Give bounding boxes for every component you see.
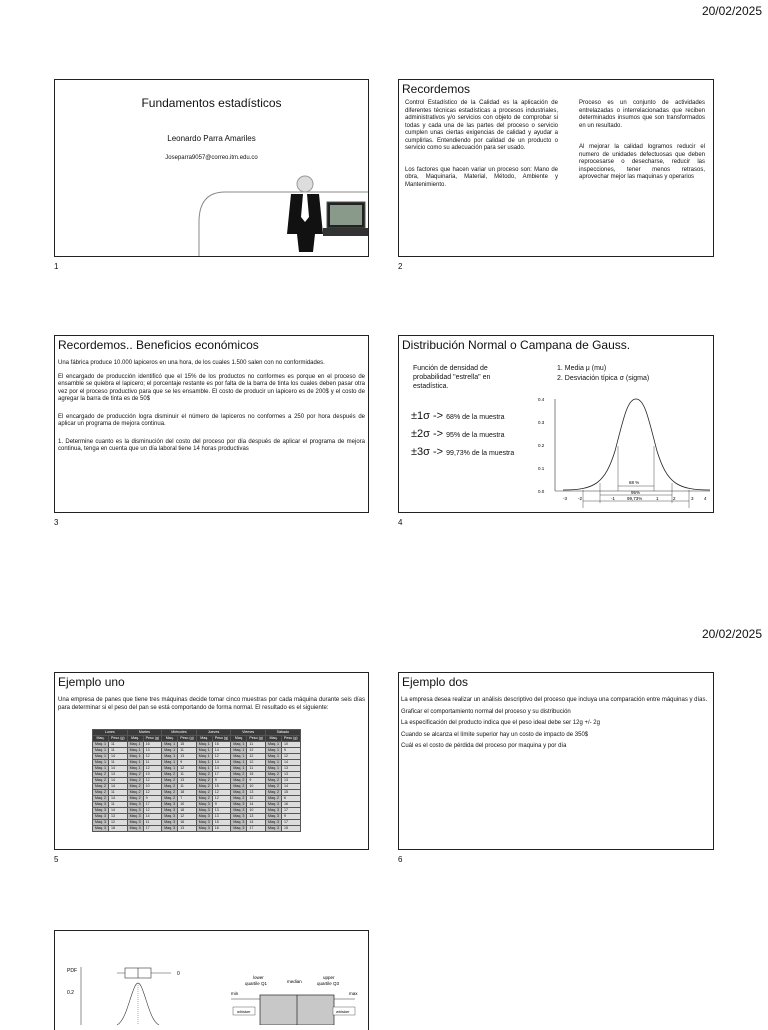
weight-cell: 16: [143, 742, 162, 748]
weight-cell: 17: [281, 808, 300, 814]
slide-number-4: 4: [398, 518, 403, 527]
band-label: 99,73%: [627, 496, 643, 501]
weight-cell: 12: [143, 808, 162, 814]
machine-cell: Maq. 1: [93, 742, 109, 748]
machine-cell: Maq. 2: [196, 778, 212, 784]
machine-cell: Maq. 3: [231, 814, 247, 820]
slide-title: Fundamentos estadísticos: [141, 96, 282, 110]
weight-cell: 13: [247, 790, 266, 796]
paragraph: Proceso es un conjunto de actividades entrelazadas o interrelacionadas que reciben determinados insumos que son transformados en un resultado.: [579, 100, 705, 129]
column-subheader: Peso (g): [281, 736, 300, 742]
weight-cell: 11: [109, 748, 128, 754]
slide-3: [54, 335, 369, 513]
paragraph: El encargado de producción logra disminuir el número de lapiceros no conformes a 250 por hora después de aplicar un programa de mejora continua.: [58, 413, 365, 427]
weight-cell: 13: [109, 814, 128, 820]
column-subheader: Maq.: [231, 736, 247, 742]
weight-cell: 18: [178, 808, 197, 814]
column-subheader: Peso (g): [247, 736, 266, 742]
slide-1: [54, 79, 369, 257]
weight-cell: 14: [143, 814, 162, 820]
upper-label: upper: [323, 975, 335, 980]
weight-cell: 12: [247, 796, 266, 802]
weight-cell: 14: [212, 760, 231, 766]
machine-cell: Maq. 3: [196, 826, 212, 832]
q1-label: quartile Q1: [245, 981, 268, 986]
weight-cell: 15: [281, 790, 300, 796]
weight-cell: 7: [178, 796, 197, 802]
whisker-right-label: whisker: [336, 1009, 350, 1014]
weight-cell: 11: [143, 820, 162, 826]
machine-cell: Maq. 1: [231, 760, 247, 766]
weight-cell: 18: [178, 790, 197, 796]
weight-cell: 14: [247, 802, 266, 808]
box-zero-label: 0: [177, 971, 180, 977]
weight-cell: 11: [143, 760, 162, 766]
table-row: [93, 826, 301, 832]
pdf-label: PDF: [67, 968, 77, 974]
paragraph: La especificación del producto indica que el peso ideal debe ser 12g +/- 2g: [401, 720, 600, 726]
machine-cell: Maq. 2: [162, 796, 178, 802]
machine-cell: Maq. 2: [231, 790, 247, 796]
slide-body: [58, 360, 365, 460]
machine-cell: Maq. 1: [231, 754, 247, 760]
weight-cell: 14: [212, 766, 231, 772]
sigma-rule: ±2σ -> 95% de la muestra: [411, 428, 505, 440]
weight-cell: 11: [109, 760, 128, 766]
machine-cell: Maq. 2: [265, 772, 281, 778]
machine-cell: Maq. 1: [93, 748, 109, 754]
boxplot-figure: [55, 931, 369, 1025]
machine-cell: Maq. 1: [93, 754, 109, 760]
machine-cell: Maq. 2: [93, 778, 109, 784]
slide-title: Recordemos: [402, 82, 471, 96]
weight-cell: 17: [247, 826, 266, 832]
column-subheader: Peso (g): [178, 736, 197, 742]
density-description: Función de densidad de probabilidad "estrella" en estadística.: [413, 365, 491, 391]
machine-cell: Maq. 3: [196, 814, 212, 820]
weight-cell: 12: [247, 760, 266, 766]
slide-number-5: 5: [54, 855, 59, 864]
weight-cell: 9: [212, 778, 231, 784]
weight-cell: 11: [178, 748, 197, 754]
slide-number-2: 2: [398, 262, 403, 271]
weight-cell: 16: [281, 802, 300, 808]
weight-cell: 6: [281, 796, 300, 802]
businessman-laptop-illustration: [195, 172, 369, 257]
machine-cell: Maq. 2: [196, 796, 212, 802]
machine-cell: Maq. 1: [265, 760, 281, 766]
weight-cell: 12: [178, 814, 197, 820]
machine-cell: Maq. 1: [162, 766, 178, 772]
x-tick: -3: [563, 496, 568, 501]
column-subheader: Maq.: [196, 736, 212, 742]
machine-cell: Maq. 2: [265, 796, 281, 802]
left-column: [405, 100, 558, 195]
machine-cell: Maq. 1: [93, 766, 109, 772]
machine-cell: Maq. 2: [93, 784, 109, 790]
machine-cell: Maq. 2: [127, 772, 143, 778]
max-label: max: [349, 991, 358, 996]
machine-cell: Maq. 3: [231, 820, 247, 826]
weight-cell: 18: [109, 826, 128, 832]
day-header: Miércoles: [162, 730, 197, 736]
weight-cell: 14: [212, 748, 231, 754]
machine-cell: Maq. 1: [265, 766, 281, 772]
page-date-top: 20/02/2025: [701, 4, 762, 18]
weight-cell: 12: [212, 796, 231, 802]
machine-cell: Maq. 3: [196, 802, 212, 808]
machine-cell: Maq. 2: [127, 784, 143, 790]
weight-cell: 11: [109, 790, 128, 796]
weight-cell: 12: [109, 820, 128, 826]
day-header: Lunes: [93, 730, 128, 736]
machine-cell: Maq. 2: [162, 778, 178, 784]
y-tick: 0.1: [538, 466, 545, 471]
machine-cell: Maq. 1: [196, 766, 212, 772]
paragraph: Control Estadístico de la Calidad es la aplicación de diferentes técnicas estadísticas a procesos industriales, administrativos y/o servicios con objeto de comprobar si todas y cada una de las partes del proceso o servicio cumplen unas ciertas exigencias de calidad y ayudar a cumplirlas. Entendiendo por calidad de un producto o servicio como su adecuación para ser usado.: [405, 100, 558, 151]
machine-cell: Maq. 3: [231, 802, 247, 808]
lower-label: lower: [253, 975, 264, 980]
machine-cell: Maq. 2: [93, 796, 109, 802]
x-tick: 1: [656, 496, 659, 501]
machine-cell: Maq. 3: [265, 808, 281, 814]
slide-number-6: 6: [398, 855, 403, 864]
machine-cell: Maq. 2: [231, 784, 247, 790]
machine-cell: Maq. 1: [231, 748, 247, 754]
paragraph: 1. Determine cuanto es la disminución del costo del proceso por día después de aplicar el programa de mejora continua, tenga en cuenta que un día laboral tiene 14 horas productivas: [58, 438, 365, 452]
weight-cell: 14: [109, 778, 128, 784]
x-tick: 4: [704, 496, 707, 501]
weight-cell: 9: [247, 778, 266, 784]
machine-cell: Maq. 1: [196, 760, 212, 766]
weight-cell: 14: [109, 808, 128, 814]
slide-title: Ejemplo uno: [58, 675, 125, 689]
weight-cell: 12: [143, 754, 162, 760]
column-subheader: Peso (g): [109, 736, 128, 742]
weight-cell: 16: [212, 742, 231, 748]
sigma-rule: ±1σ -> 68% de la muestra: [411, 410, 505, 422]
machine-cell: Maq. 1: [196, 742, 212, 748]
machine-cell: Maq. 1: [196, 748, 212, 754]
slide-5: [54, 672, 369, 850]
weight-cell: 13: [247, 814, 266, 820]
slide-2: [398, 79, 714, 257]
machine-cell: Maq. 3: [93, 826, 109, 832]
slide-body: [401, 697, 711, 755]
machine-cell: Maq. 3: [93, 808, 109, 814]
weight-cell: 15: [178, 742, 197, 748]
machine-cell: Maq. 1: [162, 748, 178, 754]
paragraph: Una fábrica produce 10.000 lapiceros en una hora, de los cuales 1.500 salen con no conformidades.: [58, 360, 325, 366]
machine-cell: Maq. 3: [127, 808, 143, 814]
machine-cell: Maq. 1: [127, 754, 143, 760]
weight-cell: 14: [281, 784, 300, 790]
day-header: Viernes: [231, 730, 266, 736]
machine-cell: Maq. 1: [196, 754, 212, 760]
mean-item: 1. Media μ (mu): [557, 365, 607, 372]
weight-cell: 12: [212, 790, 231, 796]
machine-cell: Maq. 1: [162, 742, 178, 748]
weight-cell: 14: [109, 766, 128, 772]
weight-cell: 12: [143, 766, 162, 772]
column-subheader: Peso (g): [212, 736, 231, 742]
weight-cell: 13: [281, 778, 300, 784]
weight-cell: 13: [109, 772, 128, 778]
weight-cell: 9: [178, 760, 197, 766]
weight-cell: 12: [143, 790, 162, 796]
y-tick: 0.2: [538, 443, 545, 448]
weight-cell: 10: [247, 808, 266, 814]
machine-cell: Maq. 1: [127, 748, 143, 754]
y-tick: 0.0: [538, 489, 545, 494]
column-subheader: Maq.: [265, 736, 281, 742]
y-label: 0.2: [67, 990, 74, 996]
machine-cell: Maq. 1: [162, 760, 178, 766]
page-date-middle: 20/02/2025: [701, 627, 762, 641]
weight-cell: 15: [281, 826, 300, 832]
paragraph: Al mejorar la calidad logramos reducir el numero de unidades defectuosas que deben reprocesarse o desecharse, reducir las inspecciones, tener menos retrasos, aprovechar mejor las maquinas y operarios: [579, 144, 705, 180]
machine-cell: Maq. 2: [231, 796, 247, 802]
q3-label: quartile Q3: [317, 981, 340, 986]
machine-cell: Maq. 2: [265, 778, 281, 784]
y-tick: 0.4: [538, 397, 545, 402]
std-item: 2. Desviación típica σ (sigma): [557, 374, 650, 382]
machine-cell: Maq. 3: [162, 802, 178, 808]
machine-cell: Maq. 1: [127, 766, 143, 772]
weight-cell: 13: [212, 814, 231, 820]
machine-cell: Maq. 2: [127, 796, 143, 802]
sigma-rules: [411, 408, 514, 462]
column-subheader: Maq.: [162, 736, 178, 742]
machine-cell: Maq. 2: [265, 784, 281, 790]
machine-cell: Maq. 2: [162, 772, 178, 778]
machine-cell: Maq. 3: [231, 826, 247, 832]
machine-cell: Maq. 2: [93, 772, 109, 778]
slide-number-3: 3: [54, 518, 59, 527]
weight-cell: 14: [281, 760, 300, 766]
machine-cell: Maq. 1: [265, 754, 281, 760]
machine-cell: Maq. 2: [196, 784, 212, 790]
day-header: Jueves: [196, 730, 231, 736]
machine-cell: Maq. 3: [196, 808, 212, 814]
machine-cell: Maq. 3: [162, 820, 178, 826]
normal-curve-chart: [535, 391, 713, 513]
machine-cell: Maq. 3: [127, 814, 143, 820]
machine-cell: Maq. 3: [93, 814, 109, 820]
day-header: Martes: [127, 730, 162, 736]
weight-cell: 19: [143, 772, 162, 778]
machine-cell: Maq. 3: [265, 820, 281, 826]
weight-cell: 12: [143, 778, 162, 784]
author-name: Leonardo Parra Amariles: [167, 134, 256, 143]
machine-cell: Maq. 1: [231, 742, 247, 748]
author-email: Joseparra9057@correo.itm.edu.co: [165, 155, 258, 161]
weight-cell: 17: [143, 802, 162, 808]
machine-cell: Maq. 3: [162, 814, 178, 820]
machine-cell: Maq. 1: [93, 760, 109, 766]
band-label: 68 %: [629, 480, 640, 485]
weight-cell: 14: [247, 820, 266, 826]
weight-cell: 13: [143, 748, 162, 754]
weight-cell: 9: [281, 748, 300, 754]
weight-cell: 15: [212, 784, 231, 790]
weight-cell: 13: [212, 808, 231, 814]
machine-cell: Maq. 3: [265, 802, 281, 808]
weight-cell: 17: [143, 826, 162, 832]
weight-cell: 12: [247, 754, 266, 760]
weight-cell: 9: [212, 802, 231, 808]
machine-cell: Maq. 1: [162, 754, 178, 760]
machine-cell: Maq. 3: [127, 820, 143, 826]
weight-cell: 10: [143, 784, 162, 790]
machine-cell: Maq. 2: [196, 790, 212, 796]
weight-cell: 15: [247, 772, 266, 778]
machine-cell: Maq. 1: [265, 742, 281, 748]
weight-cell: 11: [247, 742, 266, 748]
machine-cell: Maq. 2: [162, 790, 178, 796]
weight-cell: 12: [247, 748, 266, 754]
slide-title: Distribución Normal o Campana de Gauss.: [402, 338, 631, 352]
right-column: [579, 100, 705, 188]
whisker-left-label: whisker: [237, 1009, 251, 1014]
weight-cell: 14: [109, 784, 128, 790]
weight-cell: 13: [178, 778, 197, 784]
weights-table: [92, 729, 301, 832]
machine-cell: Maq. 3: [196, 820, 212, 826]
x-tick: -2: [578, 496, 583, 501]
paragraph: Cuando se alcanza el límite superior hay un costo de impacto de 350$: [401, 731, 589, 738]
weight-cell: 16: [178, 820, 197, 826]
weight-cell: 11: [109, 742, 128, 748]
column-subheader: Maq.: [127, 736, 143, 742]
machine-cell: Maq. 1: [265, 748, 281, 754]
machine-cell: Maq. 2: [162, 784, 178, 790]
column-subheader: Maq.: [93, 736, 109, 742]
machine-cell: Maq. 3: [93, 820, 109, 826]
day-header: Sábado: [265, 730, 300, 736]
machine-cell: Maq. 3: [162, 826, 178, 832]
weight-cell: 15: [212, 820, 231, 826]
weight-cell: 17: [281, 820, 300, 826]
column-subheader: Peso (g): [143, 736, 162, 742]
slide-body: Una empresa de panes que tiene tres máquinas decide tomar cinco muestras por cada máquina durante seis días para determinar si el peso del pan se está comportando de forma normal. El resultado es el siguiente:: [58, 697, 365, 711]
band-label: 95%: [631, 490, 641, 495]
machine-cell: Maq. 1: [127, 760, 143, 766]
machine-cell: Maq. 2: [231, 778, 247, 784]
slide-title: Recordemos.. Beneficios económicos: [58, 338, 259, 352]
machine-cell: Maq. 1: [127, 742, 143, 748]
machine-cell: Maq. 2: [93, 790, 109, 796]
paragraph: Los factores que hacen variar un proceso son: Mano de obra, Maquinaria, Material, Método, Ambiente y Mantenimiento.: [405, 166, 558, 188]
machine-cell: Maq. 3: [231, 808, 247, 814]
machine-cell: Maq. 3: [265, 826, 281, 832]
x-tick: -1: [611, 496, 616, 501]
weight-cell: 13: [281, 766, 300, 772]
weight-cell: 14: [109, 796, 128, 802]
weight-cell: 12: [281, 754, 300, 760]
machine-cell: Maq. 2: [231, 772, 247, 778]
machine-cell: Maq. 3: [127, 802, 143, 808]
machine-cell: Maq. 2: [196, 772, 212, 778]
weight-cell: 10: [178, 802, 197, 808]
slide-7: [54, 930, 369, 1030]
slide-6: [398, 672, 714, 850]
weight-cell: 9: [143, 796, 162, 802]
weight-cell: 14: [109, 754, 128, 760]
weight-cell: 13: [178, 754, 197, 760]
weight-cell: 12: [178, 766, 197, 772]
weight-cell: 16: [212, 826, 231, 832]
x-tick: 2: [673, 496, 676, 501]
paragraph: La empresa desea realizar un análisis descriptivo del proceso que incluya una comparación entre máquinas y días.: [401, 697, 708, 703]
machine-cell: Maq. 3: [265, 814, 281, 820]
weight-cell: 11: [178, 772, 197, 778]
machine-cell: Maq. 2: [127, 778, 143, 784]
machine-cell: Maq. 2: [265, 790, 281, 796]
machine-cell: Maq. 1: [231, 766, 247, 772]
slide-title: Ejemplo dos: [402, 675, 469, 689]
paragraph: Graficar el comportamiento normal del proceso y su distribución: [401, 708, 571, 715]
sigma-rule: ±3σ -> 99,73% de la muestra: [411, 446, 515, 458]
weight-cell: 10: [281, 742, 300, 748]
machine-cell: Maq. 3: [93, 802, 109, 808]
machine-cell: Maq. 3: [162, 808, 178, 814]
weight-cell: 11: [109, 802, 128, 808]
weight-cell: 17: [212, 772, 231, 778]
paragraph: Cuál es el costo de pérdida del proceso por maquina y por día: [401, 743, 567, 749]
parameters-list: [557, 364, 649, 384]
weight-cell: 10: [247, 784, 266, 790]
machine-cell: Maq. 2: [127, 790, 143, 796]
y-tick: 0.3: [538, 420, 545, 425]
weight-cell: 13: [281, 772, 300, 778]
min-label: min: [231, 991, 239, 996]
slide-4: [398, 335, 714, 513]
weight-cell: 11: [178, 784, 197, 790]
paragraph: El encargado de producción identificó que el 15% de los productos no conformes es porque en el proceso de ensamble se quiebra el lapicero; el porcentaje restante es por falta de la barra de tinta los cuales deben pasar otra vez por el proceso productivo para que se les ensamble. El costo de producir un lapicero es de 200$ y el costo de agregar la barra de tinta es de 50$: [58, 373, 365, 402]
weight-cell: 9: [281, 814, 300, 820]
weight-cell: 12: [212, 754, 231, 760]
weight-cell: 11: [247, 766, 266, 772]
machine-cell: Maq. 3: [127, 826, 143, 832]
slide-number-1: 1: [54, 262, 59, 271]
median-label: median: [287, 979, 302, 984]
weight-cell: 13: [178, 826, 197, 832]
x-tick: 3: [691, 496, 694, 501]
